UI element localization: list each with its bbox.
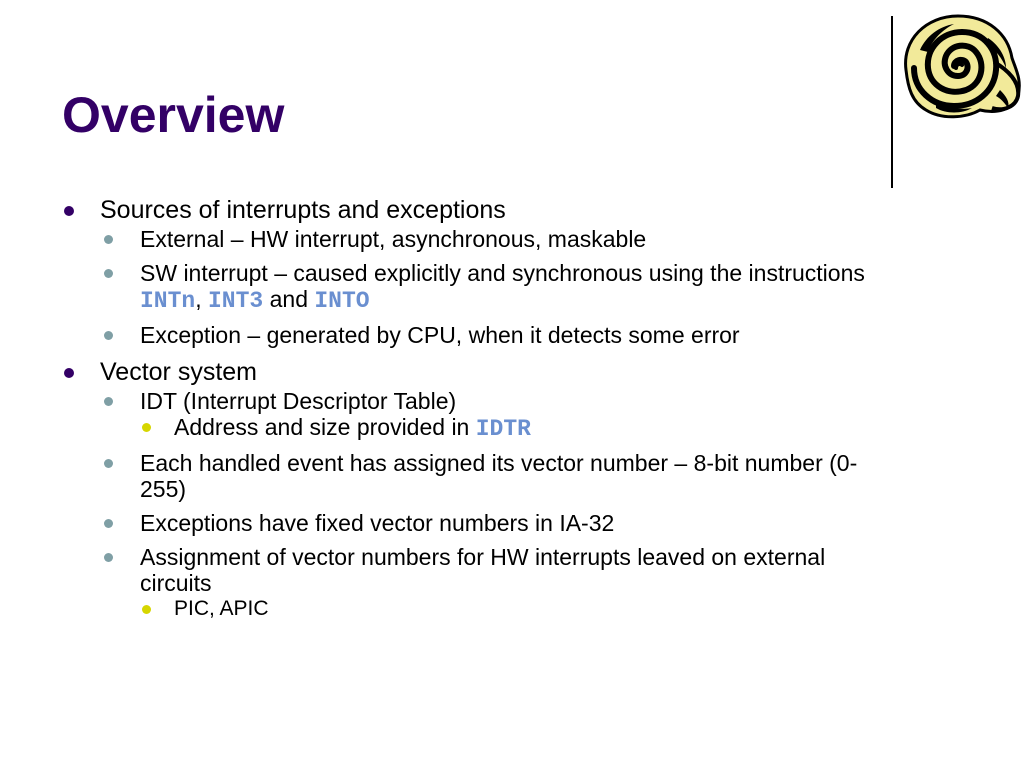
list-item-text: Vector system xyxy=(100,358,257,386)
list-item-text xyxy=(174,414,892,442)
list-item-exception xyxy=(100,322,892,348)
list-item-vector-number xyxy=(100,450,892,502)
code-idtr: IDTR xyxy=(475,416,531,442)
list-item-text: PIC, APIC xyxy=(174,597,269,620)
bullet-dot xyxy=(64,368,74,378)
text-segment: Address and size provided in xyxy=(174,414,476,440)
list-item-assignment xyxy=(100,544,892,622)
list-item-text: Exceptions have fixed vector numbers in IA-32 xyxy=(140,510,615,536)
code-int3: INT3 xyxy=(208,288,264,314)
bullet-dot xyxy=(142,605,151,614)
sub-sub-list xyxy=(140,414,892,442)
bullet-dot xyxy=(142,423,151,432)
bullet-dot xyxy=(104,553,113,562)
list-item-idt xyxy=(100,388,892,442)
bullet-dot xyxy=(104,397,113,406)
list-item-sources xyxy=(62,194,892,348)
list-item-sw-interrupt xyxy=(100,260,892,314)
list-item-text: External – HW interrupt, asynchronous, maskable xyxy=(140,226,647,252)
bullet-dot xyxy=(104,235,113,244)
text-separator: , xyxy=(195,286,208,312)
bullet-dot xyxy=(64,206,74,216)
bullet-dot xyxy=(104,519,113,528)
text-separator: and xyxy=(263,286,315,312)
list-item-idtr xyxy=(140,414,892,442)
bullet-dot xyxy=(104,331,113,340)
list-item-text: Sources of interrupts and exceptions xyxy=(100,196,506,224)
list-item-text xyxy=(140,260,892,314)
code-into: INTO xyxy=(314,288,370,314)
list-item-pic-apic xyxy=(140,596,892,622)
text-segment: SW interrupt – caused explicitly and synchronous using the instructions xyxy=(140,260,865,286)
list-item-external xyxy=(100,226,892,252)
slide-title: Overview xyxy=(62,87,285,143)
bullet-dot xyxy=(104,459,113,468)
bullet-dot xyxy=(104,269,113,278)
ammonite-shell-icon xyxy=(896,10,1024,120)
list-item-text: Each handled event has assigned its vector number – 8-bit number (0-255) xyxy=(140,450,858,502)
list-item-text: Assignment of vector numbers for HW interrupts leaved on external circuits xyxy=(140,544,826,596)
list-item-fixed-vectors xyxy=(100,510,892,536)
sub-sub-list xyxy=(140,596,892,622)
sub-list xyxy=(100,226,892,348)
sub-list xyxy=(100,388,892,622)
bullet-list xyxy=(62,194,892,630)
list-item-text: IDT (Interrupt Descriptor Table) xyxy=(140,388,457,414)
list-item-vector-system xyxy=(62,356,892,622)
list-item-text: Exception – generated by CPU, when it detects some error xyxy=(140,322,740,348)
title-divider-line xyxy=(891,16,893,188)
code-intn: INTn xyxy=(140,288,196,314)
